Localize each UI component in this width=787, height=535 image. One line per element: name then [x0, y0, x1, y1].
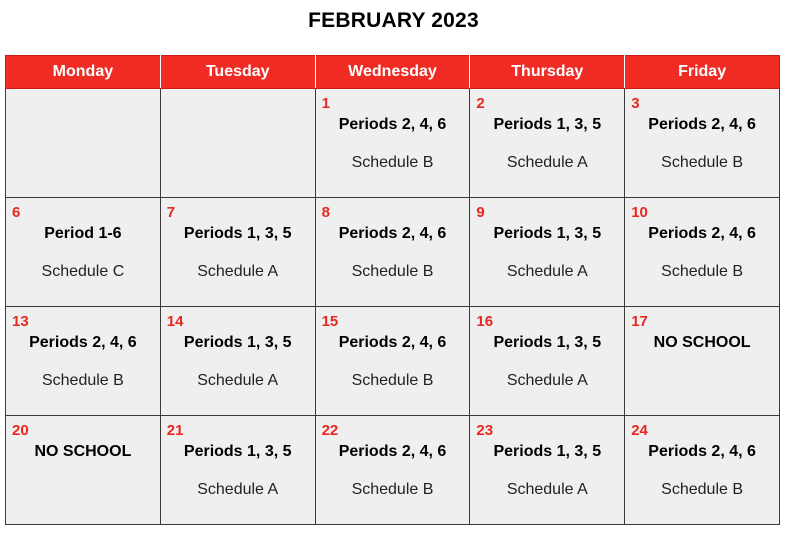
day-cell — [160, 198, 315, 307]
day-number: 20 — [12, 422, 29, 439]
periods-label: Periods 1, 3, 5 — [493, 443, 602, 460]
calendar-title: FEBRUARY 2023 — [308, 9, 479, 32]
periods-label: Periods 1, 3, 5 — [183, 443, 292, 460]
day-number: 2 — [476, 95, 485, 112]
day-number: 17 — [631, 313, 648, 330]
day-number: 14 — [166, 313, 184, 330]
periods-label: Periods 1, 3, 5 — [493, 225, 602, 242]
day-cell — [6, 307, 161, 416]
periods-label: Periods 1, 3, 5 — [183, 334, 292, 351]
schedule-label: Schedule A — [197, 263, 279, 280]
day-cell — [6, 198, 161, 307]
day-cell — [625, 198, 780, 307]
day-number: 15 — [321, 313, 339, 330]
weekday-header-friday: Friday — [625, 56, 780, 89]
periods-label: NO SCHOOL — [653, 334, 751, 351]
week-row — [6, 307, 780, 416]
day-number: 3 — [631, 95, 640, 112]
day-cell — [470, 307, 625, 416]
day-cell — [625, 416, 780, 525]
schedule-label: Schedule B — [661, 263, 744, 280]
day-cell — [470, 416, 625, 525]
day-cell — [625, 89, 780, 198]
day-cell — [315, 416, 470, 525]
day-cell — [6, 416, 161, 525]
periods-label: Periods 1, 3, 5 — [183, 225, 292, 242]
day-cell — [315, 89, 470, 198]
schedule-label: Schedule C — [41, 263, 125, 280]
schedule-label: Schedule B — [351, 154, 434, 171]
day-cell — [160, 307, 315, 416]
day-number: 1 — [321, 95, 330, 112]
weekday-header-row — [6, 56, 780, 89]
day-number: 23 — [476, 422, 494, 439]
calendar-table — [5, 55, 780, 525]
day-cell — [160, 416, 315, 525]
day-cell — [315, 307, 470, 416]
week-row — [6, 416, 780, 525]
week-row — [6, 198, 780, 307]
day-cell — [160, 89, 315, 198]
schedule-label: Schedule B — [41, 372, 124, 389]
schedule-label: Schedule A — [506, 481, 588, 498]
schedule-label: Schedule A — [506, 154, 588, 171]
day-number: 7 — [166, 204, 176, 221]
schedule-label: Schedule B — [351, 263, 434, 280]
periods-label: Periods 2, 4, 6 — [338, 443, 447, 460]
schedule-label: Schedule A — [506, 372, 588, 389]
periods-label: Periods 1, 3, 5 — [493, 116, 602, 133]
day-number: 16 — [476, 313, 494, 330]
day-cell — [315, 198, 470, 307]
weekday-header-monday: Monday — [6, 56, 161, 89]
day-number: 21 — [166, 422, 184, 439]
schedule-label: Schedule A — [197, 372, 279, 389]
periods-label: Periods 2, 4, 6 — [338, 334, 447, 351]
day-number: 13 — [12, 313, 29, 330]
schedule-label: Schedule B — [351, 481, 434, 498]
schedule-label: Schedule B — [661, 154, 744, 171]
schedule-label: Schedule B — [351, 372, 434, 389]
periods-label: Periods 2, 4, 6 — [648, 443, 756, 460]
schedule-label: Schedule B — [661, 481, 744, 498]
day-cell — [625, 307, 780, 416]
day-number: 10 — [631, 204, 648, 221]
week-row — [6, 89, 780, 198]
day-cell — [470, 198, 625, 307]
weekday-header-wednesday: Wednesday — [315, 56, 470, 89]
periods-label: Period 1-6 — [44, 225, 122, 242]
periods-label: Periods 2, 4, 6 — [338, 225, 447, 242]
periods-label: Periods 2, 4, 6 — [648, 225, 756, 242]
periods-label: Periods 2, 4, 6 — [29, 334, 137, 351]
periods-label: Periods 2, 4, 6 — [338, 116, 447, 133]
day-number: 8 — [321, 204, 330, 221]
periods-label: Periods 1, 3, 5 — [493, 334, 602, 351]
periods-label: NO SCHOOL — [34, 443, 132, 460]
schedule-label: Schedule A — [197, 481, 279, 498]
periods-label: Periods 2, 4, 6 — [648, 116, 756, 133]
day-number: 9 — [476, 204, 485, 221]
day-cell — [470, 89, 625, 198]
day-number: 6 — [12, 204, 21, 221]
day-number: 22 — [321, 422, 339, 439]
weekday-header-tuesday: Tuesday — [160, 56, 315, 89]
day-number: 24 — [631, 422, 648, 439]
weekday-header-thursday: Thursday — [470, 56, 625, 89]
schedule-label: Schedule A — [506, 263, 588, 280]
day-cell — [6, 89, 161, 198]
